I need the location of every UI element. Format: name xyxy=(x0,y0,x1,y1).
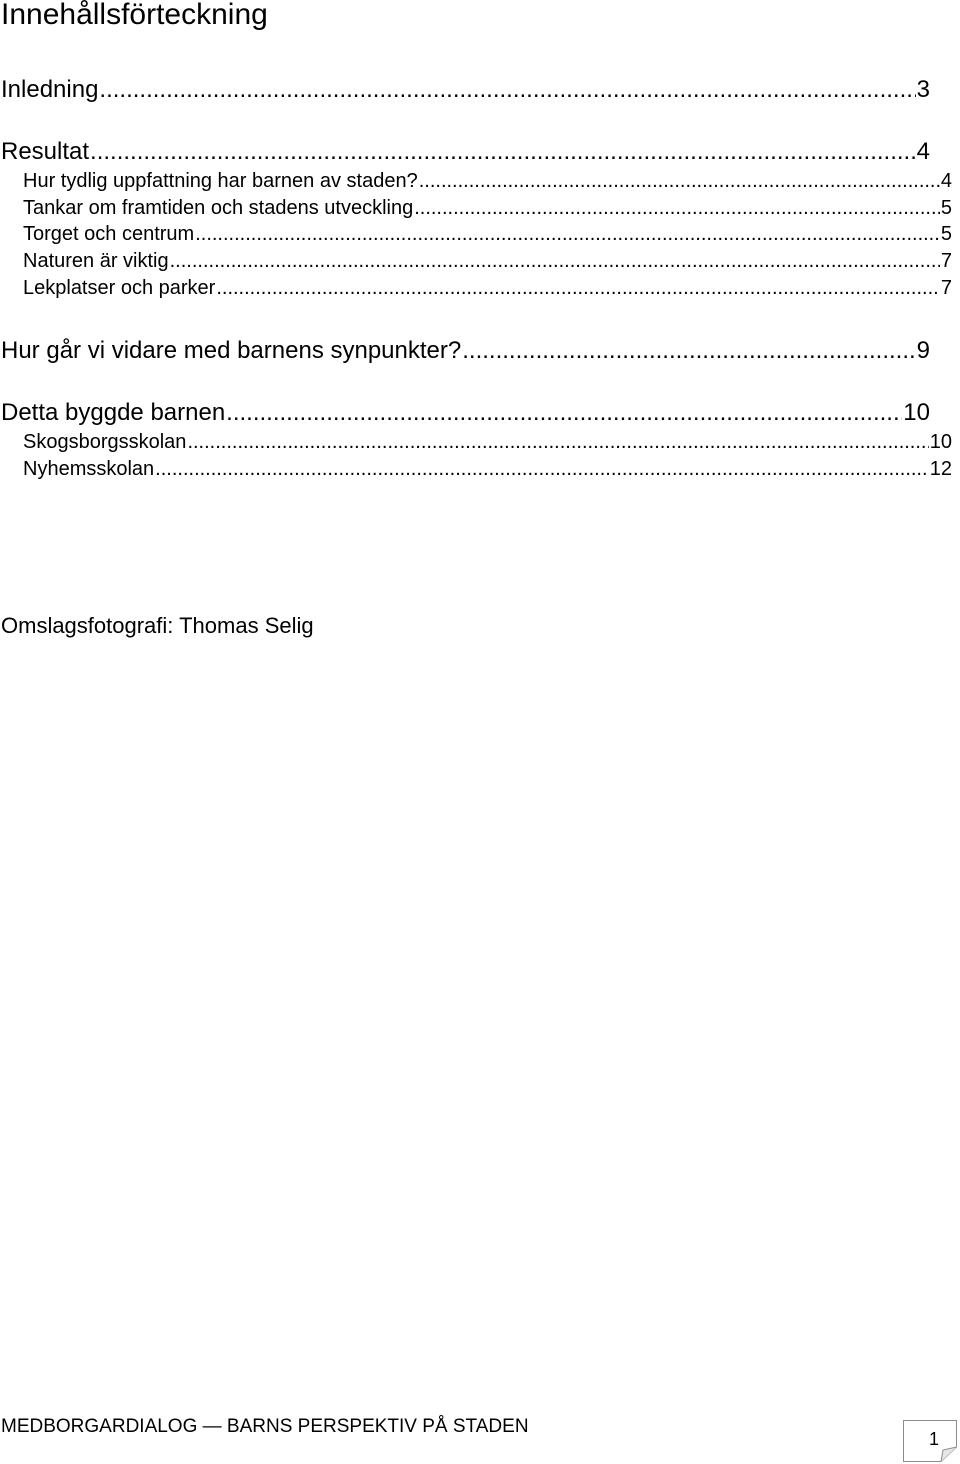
toc-leader-dots xyxy=(170,249,940,273)
toc-title: Innehållsförteckning xyxy=(1,0,268,31)
toc-entry-page: 9 xyxy=(916,337,930,364)
toc-entry-label: Tankar om framtiden och stadens utveckling xyxy=(23,197,414,219)
toc-leader-dots xyxy=(419,169,940,193)
toc-entry-page: 10 xyxy=(903,399,930,426)
toc-entry-page: 3 xyxy=(916,76,930,103)
toc-entry-label: Lekplatser och parker xyxy=(23,277,216,299)
toc-entry-page: 5 xyxy=(940,197,952,219)
toc-entry-resultat[interactable] xyxy=(0,138,930,166)
page-number: 1 xyxy=(928,1429,939,1449)
toc-leader-dots xyxy=(195,222,940,246)
toc-entry-torget[interactable] xyxy=(0,222,952,246)
toc-leader-dots xyxy=(462,337,915,365)
toc-entry-page: 4 xyxy=(916,138,930,165)
toc-leader-dots xyxy=(155,457,929,481)
toc-entry-skogsborgsskolan[interactable] xyxy=(0,430,952,454)
toc-entry-label: Skogsborgsskolan xyxy=(23,431,187,453)
toc-entry-page: 5 xyxy=(940,223,952,245)
toc-entry-inledning[interactable] xyxy=(0,76,930,104)
toc-entry-nyhemsskolan[interactable] xyxy=(0,457,952,481)
toc-entry-page: 10 xyxy=(929,431,952,453)
toc-entry-label: Resultat xyxy=(1,138,90,165)
toc-entry-page: 7 xyxy=(940,277,952,299)
toc-leader-dots xyxy=(216,276,940,300)
toc-entry-label: Hur går vi vidare med barnens synpunkter? xyxy=(1,337,462,364)
page-number-box xyxy=(903,1420,957,1462)
cover-photo-credit: Omslagsfotografi: Thomas Selig xyxy=(1,613,314,638)
toc-entry-vidare[interactable] xyxy=(0,337,930,365)
toc-entry-label: Detta byggde barnen xyxy=(1,399,226,426)
toc-leader-dots xyxy=(90,138,916,166)
toc-leader-dots xyxy=(414,196,940,220)
toc-entry-page: 7 xyxy=(940,250,952,272)
toc-entry-naturen[interactable] xyxy=(0,249,952,273)
toc-entry-page: 4 xyxy=(940,170,952,192)
toc-entry-framtiden[interactable] xyxy=(0,196,952,220)
toc-entry-label: Nyhemsskolan xyxy=(23,458,155,480)
toc-entry-label: Torget och centrum xyxy=(23,223,195,245)
toc-entry-page: 12 xyxy=(929,458,952,480)
toc-entry-byggde[interactable] xyxy=(0,399,930,427)
toc-entry-label: Naturen är viktig xyxy=(23,250,169,272)
toc-entry-label: Hur tydlig uppfattning har barnen av staden? xyxy=(23,170,418,192)
toc-leader-dots xyxy=(187,430,928,454)
toc-entry-lekplatser[interactable] xyxy=(0,276,952,300)
toc-leader-dots xyxy=(226,399,902,427)
toc-leader-dots xyxy=(99,76,915,104)
toc-entry-uppfattning[interactable] xyxy=(0,169,952,193)
footer-title: MEDBORGARDIALOG — BARNS PERSPEKTIV PÅ STADEN xyxy=(1,1416,529,1437)
toc-entry-label: Inledning xyxy=(1,76,99,103)
